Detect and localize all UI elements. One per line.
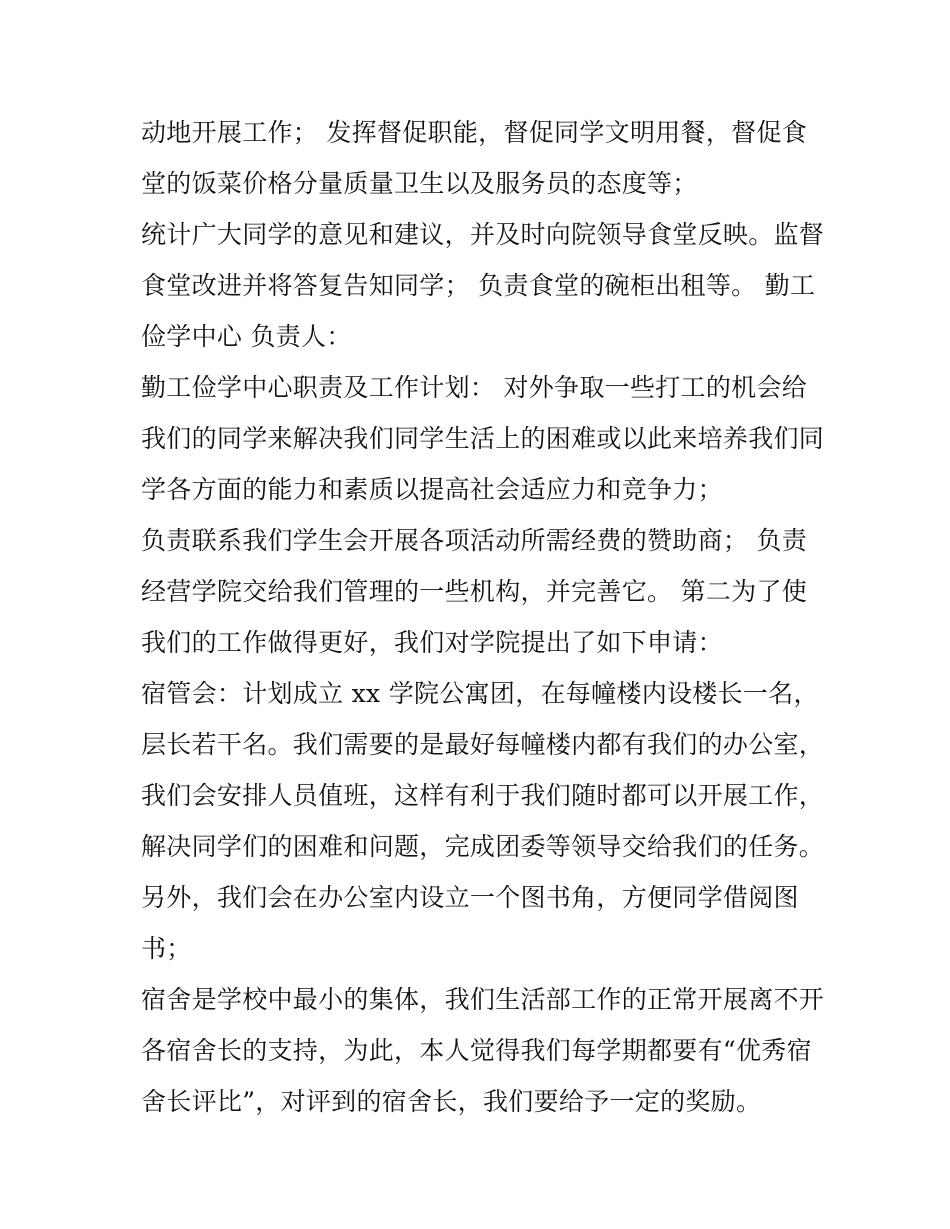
text-line: 各宿舍长的支持，为此，本人觉得我们每学期都要有“优秀宿 <box>141 1036 812 1065</box>
text-line: 解决同学们的困难和问题，完成团委等领导交给我们的任务。 <box>141 832 825 861</box>
text-line: 堂的饭菜价格分量质量卫生以及服务员的态度等； <box>141 169 698 198</box>
text-line: 食堂改进并将答复告知同学； 负责食堂的碗柜出租等。 勤工 <box>141 271 816 300</box>
text-line: 宿管会：计划成立 xx 学院公寓团，在每幢楼内设楼长一名， <box>141 679 819 708</box>
text-line: 我们会安排人员值班，这样有利于我们随时都可以开展工作， <box>141 781 825 810</box>
text-line: 俭学中心 负责人： <box>141 322 352 351</box>
text-line: 书； <box>141 934 192 963</box>
text-line: 另外，我们会在办公室内设立一个图书角，方便同学借阅图 <box>141 883 799 912</box>
text-line: 舍长评比”，对评到的宿舍长，我们要给予一定的奖励。 <box>141 1087 762 1116</box>
text-line: 动地开展工作； 发挥督促职能，督促同学文明用餐，督促食 <box>141 118 808 147</box>
body-text <box>141 107 825 1127</box>
text-line: 学各方面的能力和素质以提高社会适应力和竞争力； <box>141 475 723 504</box>
text-line: 宿舍是学校中最小的集体，我们生活部工作的正常开展离不开 <box>141 985 825 1014</box>
text-line: 我们的同学来解决我们同学生活上的困难或以此来培养我们同 <box>141 424 825 453</box>
text-line: 经营学院交给我们管理的一些机构，并完善它。 第二为了使 <box>141 577 808 606</box>
text-line: 统计广大同学的意见和建议，并及时向院领导食堂反映。监督 <box>141 220 825 249</box>
text-line: 层长若干名。我们需要的是最好每幢楼内都有我们的办公室， <box>141 730 825 759</box>
text-line: 负责联系我们学生会开展各项活动所需经费的赞助商； 负责 <box>141 526 808 555</box>
text-line: 勤工俭学中心职责及工作计划： 对外争取一些打工的机会给 <box>141 373 808 402</box>
text-line: 我们的工作做得更好，我们对学院提出了如下申请： <box>141 628 723 657</box>
